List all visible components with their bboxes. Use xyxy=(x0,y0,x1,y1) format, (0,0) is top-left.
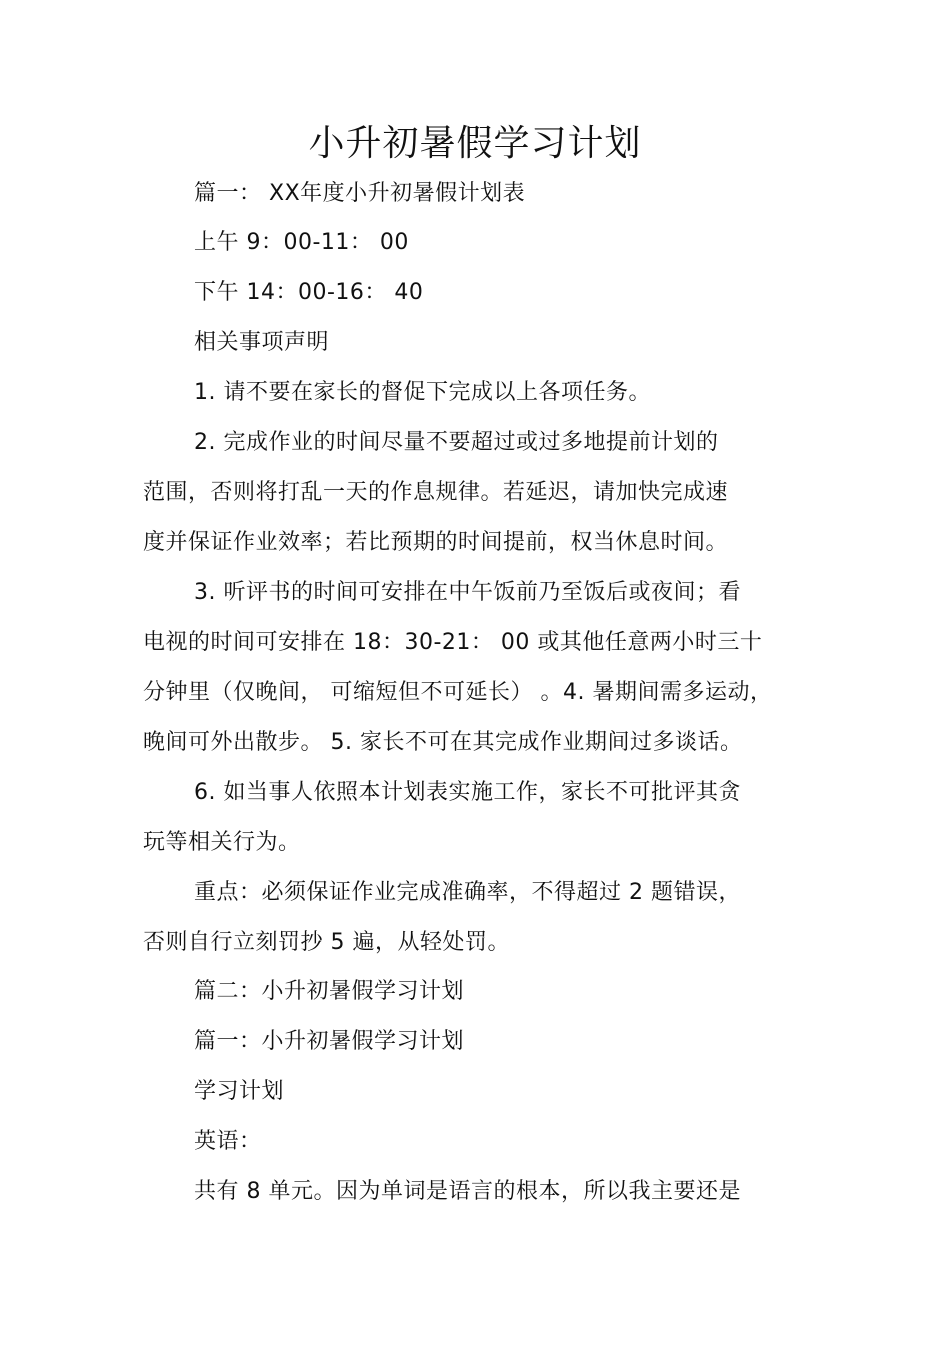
paragraph-line: 1. 请不要在家长的督促下完成以上各项任务。 xyxy=(194,380,651,405)
section-heading: 篇二：小升初暑假学习计划 xyxy=(194,979,465,1004)
paragraph-line: 3. 听评书的时间可安排在中午饭前乃至饭后或夜间；看 xyxy=(194,580,741,605)
paragraph-line: 共有 8 单元。因为单词是语言的根本，所以我主要还是 xyxy=(194,1179,741,1204)
section-heading: 篇一：小升初暑假学习计划 xyxy=(194,1029,465,1054)
paragraph-line: 否则自行立刻罚抄 5 遍，从轻处罚。 xyxy=(143,930,510,955)
paragraph-line: 上午 9：00-11： 00 xyxy=(194,230,409,255)
paragraph-line: 范围，否则将打乱一天的作息规律。若延迟，请加快完成速 xyxy=(143,480,729,505)
paragraph-line: 6. 如当事人依照本计划表实施工作，家长不可批评其贪 xyxy=(194,780,741,805)
paragraph-line: 相关事项声明 xyxy=(194,330,330,355)
document-title: 小升初暑假学习计划 xyxy=(308,123,642,164)
paragraph-line: 晚间可外出散步。 5. 家长不可在其完成作业期间过多谈话。 xyxy=(143,730,743,755)
subheading: 英语： xyxy=(194,1129,262,1154)
paragraph-line: 下午 14：00-16： 40 xyxy=(194,280,424,305)
paragraph-line: 2. 完成作业的时间尽量不要超过或过多地提前计划的 xyxy=(194,430,719,455)
paragraph-line: 重点：必须保证作业完成准确率，不得超过 2 题错误， xyxy=(194,880,741,905)
section-heading: 篇一： XX年度小升初暑假计划表 xyxy=(194,181,526,206)
paragraph-line: 电视的时间可安排在 18：30-21： 00 或其他任意两小时三十 xyxy=(143,630,763,655)
paragraph-line: 分钟里（仅晚间， 可缩短但不可延长） 。4. 暑期间需多运动， xyxy=(143,680,773,705)
paragraph-line: 度并保证作业效率；若比预期的时间提前，权当休息时间。 xyxy=(143,530,729,555)
paragraph-line: 玩等相关行为。 xyxy=(143,830,301,855)
subheading: 学习计划 xyxy=(194,1079,285,1104)
